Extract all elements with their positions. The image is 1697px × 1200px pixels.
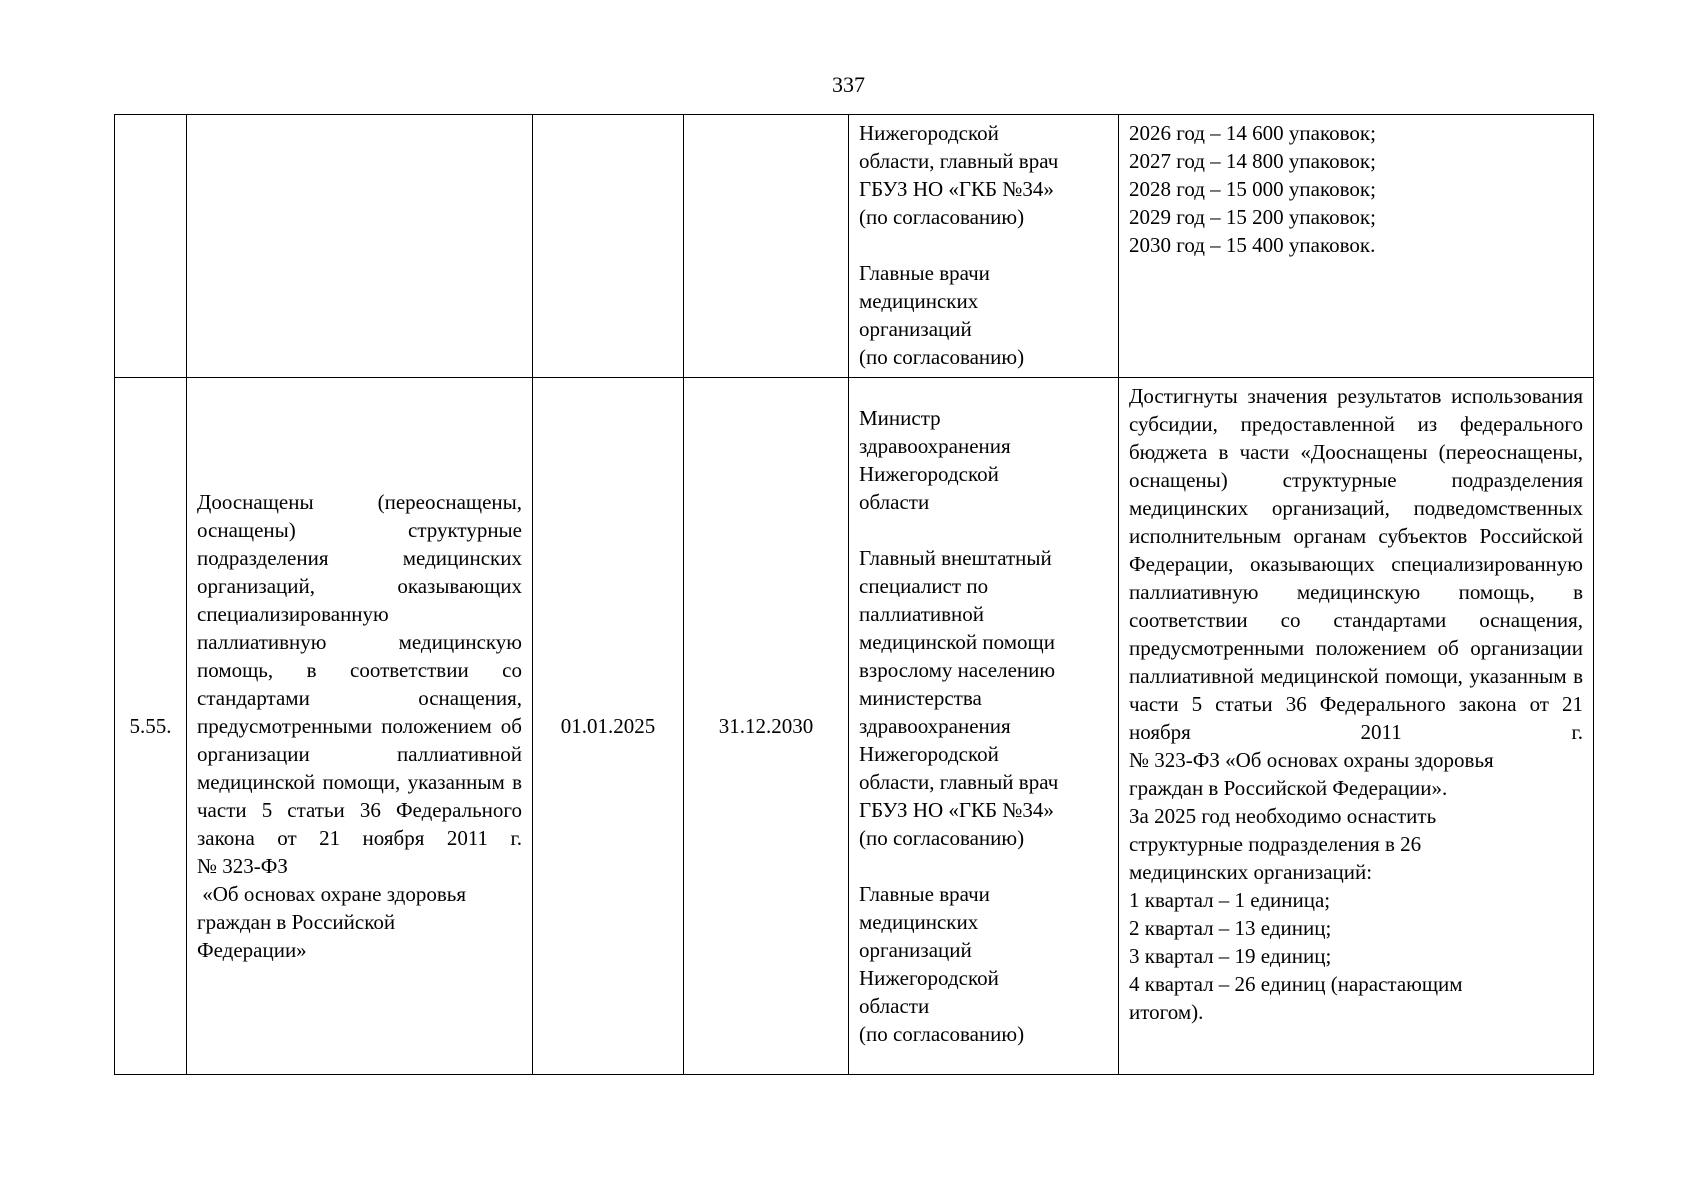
responsible-line: министерства [859,686,982,710]
responsible-line: Министр [859,406,941,430]
result-line: граждан в Российской Федерации». [1129,776,1448,800]
result-line: медицинских организаций: [1129,860,1373,884]
result-cell [1119,115,1594,378]
responsible-line: Нижегородской [859,462,999,486]
result-line: 2027 год – 14 800 упаковок; [1129,149,1376,173]
responsible-line: медицинских [859,289,979,313]
table-row [115,378,1594,1075]
responsible-line: (по согласованию) [859,1022,1025,1046]
description-text: Дооснащены (переоснащены, оснащены) структурные подразделения медицинских организаций, оказывающих специализированную паллиативную медицинскую помощь, в соответствии со стандартами оснащения, предусмотренными положением об организации паллиативной медицинской помощи, указанным в части 5 статьи 36 Федерального закона от 21 ноября 2011 г. [197,490,522,850]
result-line: 2028 год – 15 000 упаковок; [1129,177,1376,201]
responsible-line: организаций [859,317,972,341]
result-line: 2030 год – 15 400 упаковок. [1129,233,1376,257]
responsible-line: специалист по [859,574,989,598]
responsible-line: Нижегородской [859,742,999,766]
responsible-line: ГБУЗ НО «ГКБ №34» [859,798,1054,822]
responsible-line: (по согласованию) [859,826,1025,850]
responsible-line: взрослому населению [859,658,1056,682]
page-number: 337 [832,72,865,97]
result-line: 2 квартал – 13 единиц; [1129,916,1332,940]
responsible-line: Нижегородской [859,121,999,145]
result-line: № 323-ФЗ «Об основах охраны здоровья [1129,748,1494,772]
result-line: 3 квартал – 19 единиц; [1129,944,1332,968]
description-cell [187,115,533,378]
result-cell [1119,378,1594,1075]
responsible-line: организаций [859,938,972,962]
responsible-line: Нижегородской [859,966,999,990]
start-date-cell: 01.01.2025 [533,378,684,1075]
description-line: № 323-ФЗ [197,854,288,878]
result-line: 2026 год – 14 600 упаковок; [1129,121,1376,145]
responsible-line: Главные врачи [859,882,990,906]
result-text: Достигнуты значения результатов использования субсидии, предоставленной из федерального бюджета в части «Дооснащены (переоснащены, оснащены) структурные подразделения медицинских организаций, подведомственных исполнительным органам субъектов Российской Федерации, оказывающих специализированную паллиативную медицинскую помощь, в соответствии со стандартами оснащения, предусмотренными положением об организации паллиативной медицинской помощи, указанным в части 5 статьи 36 Федерального закона от 21 ноября 2011 г. [1129,384,1583,744]
plan-table [114,114,1594,1075]
result-line: структурные подразделения в 26 [1129,832,1422,856]
responsible-line: области [859,490,930,514]
responsible-cell [849,378,1119,1075]
description-cell [187,378,533,1075]
responsible-line: области, главный врач [859,149,1059,173]
responsible-line: (по согласованию) [859,205,1025,229]
description-line: Федерации» [197,938,307,962]
description-line: граждан в Российской [197,910,396,934]
result-line: 4 квартал – 26 единиц (нарастающим [1129,972,1463,996]
responsible-line: Главный внештатный [859,546,1052,570]
responsible-line: области, главный врач [859,770,1059,794]
responsible-line: ГБУЗ НО «ГКБ №34» [859,177,1054,201]
responsible-line: медицинской помощи [859,630,1055,654]
end-date-cell [684,115,849,378]
responsible-cell [849,115,1119,378]
responsible-line: здравоохранения [859,714,1011,738]
responsible-line: Главные врачи [859,261,990,285]
responsible-line: паллиативной [859,602,985,626]
result-line: За 2025 год необходимо оснастить [1129,804,1437,828]
row-number-cell: 5.55. [115,378,187,1075]
responsible-line: области [859,994,930,1018]
result-line: итогом). [1129,1000,1204,1024]
description-line: «Об основах охране здоровья [197,882,467,906]
result-line: 1 квартал – 1 единица; [1129,888,1331,912]
table-row [115,115,1594,378]
row-number-cell [115,115,187,378]
responsible-line: медицинских [859,910,979,934]
responsible-line: (по согласованию) [859,345,1025,369]
start-date-cell [533,115,684,378]
end-date-cell: 31.12.2030 [684,378,849,1075]
result-line: 2029 год – 15 200 упаковок; [1129,205,1376,229]
responsible-line: здравоохранения [859,434,1011,458]
